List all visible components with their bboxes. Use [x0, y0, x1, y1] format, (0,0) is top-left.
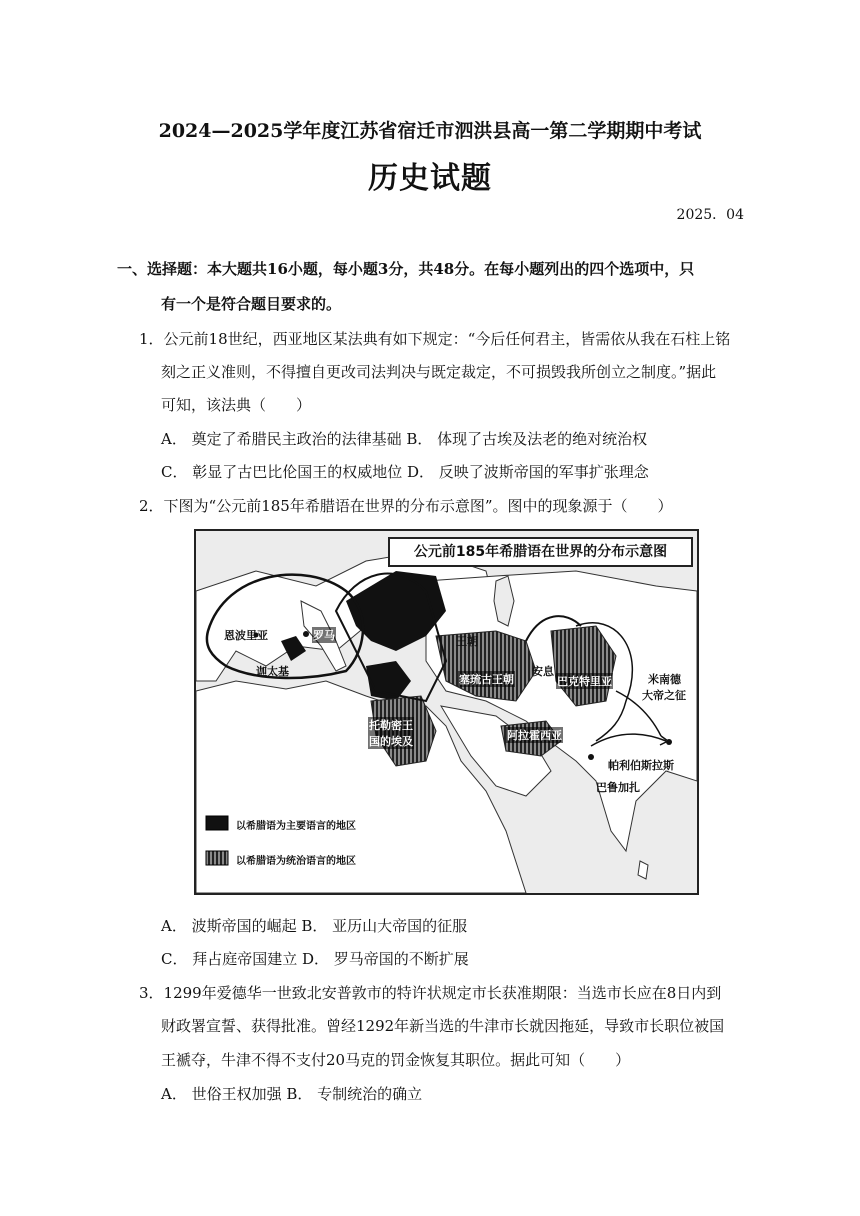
q3-stem-line3: 王褫夺，牛津不得不支付20马克的罚金恢复其职位。据此可知（ ） [161, 1051, 631, 1069]
q2-options-cd: C． 拜占庭帝国建立 D． 罗马帝国的不断扩展 [161, 950, 469, 968]
map-label-palibothra: 帕利伯斯拉斯 [608, 759, 674, 772]
map-label-bactria: 巴克特里亚 [557, 675, 612, 688]
q2-stem: 2．下图为“公元前185年希腊语在世界的分布示意图”。图中的现象源于（ ） [139, 497, 673, 515]
q2-options-ab: A． 波斯帝国的崛起 B． 亚历山大帝国的征服 [161, 917, 468, 935]
map-label-ptolemy: 托勒密王 [369, 719, 413, 732]
map-label-arachosia: 阿拉霍西亚 [507, 729, 562, 742]
map-label-carthage: 迦太基 [256, 665, 289, 678]
q3-stem-line2: 财政署宣誓、获得批准。曾经1292年新当选的牛津市长就因拖延，导致市长职位被国 [161, 1017, 725, 1035]
q1-stem-line2: 刻之正义准则，不得擅自更改司法判决与既定裁定，不可损毁我所创立之制度。”据此 [161, 363, 717, 381]
exam-date: 2025．04 [676, 207, 744, 223]
map-label-wangchao: 王朝 [456, 635, 478, 648]
map-label-anxi: 安息 [532, 665, 554, 678]
map-label-ptolemy-egypt: 国的埃及 [369, 735, 413, 748]
map-label-menander-campaign: 大帝之征 [642, 689, 686, 702]
legend-primary-language: 以希腊语为主要语言的地区 [236, 821, 356, 832]
q1-options-cd: C． 彰显了古巴比伦国王的权威地位 D． 反映了波斯帝国的军事扩张理念 [161, 463, 649, 481]
q1-stem-line1: 1．公元前18世纪，西亚地区某法典有如下规定：“今后任何君主，皆需依从我在石柱上铭 [139, 330, 731, 348]
q1-options-ab: A． 奠定了希腊民主政治的法律基础 B． 体现了古埃及法老的绝对统治权 [161, 430, 648, 448]
q1-stem-line3: 可知，该法典（ ） [161, 396, 312, 414]
map-graphic [196, 531, 697, 893]
legend-official-language: 以希腊语为统治语言的地区 [236, 856, 356, 867]
map-label-seleucid: 塞琉古王朝 [459, 673, 514, 686]
map-label-iberia: 恩波里亚 [224, 629, 268, 642]
exam-title: 2024—2025学年度江苏省宿迁市泗洪县高一第二学期期中考试 [158, 120, 702, 142]
q3-options-ab: A． 世俗王权加强 B． 专制统治的确立 [161, 1085, 423, 1103]
section-heading: 一、选择题：本大题共16小题，每小题3分，共48分。在每小题列出的四个选项中，只 [117, 260, 695, 278]
q3-stem-line1: 3．1299年爱德华一世致北安普敦市的特许状规定市长获准期限：当选市长应在8日内到 [139, 984, 722, 1002]
greek-language-map [194, 529, 699, 895]
subject-title: 历史试题 [368, 161, 492, 196]
map-label-barygaza: 巴鲁加扎 [596, 781, 640, 794]
map-label-rome: 罗马 [313, 629, 335, 642]
map-title: 公元前185年希腊语在世界的分布示意图 [388, 537, 693, 567]
section-heading-cont: 有一个是符合题目要求的。 [161, 295, 342, 313]
map-label-menander: 米南德 [648, 673, 681, 686]
